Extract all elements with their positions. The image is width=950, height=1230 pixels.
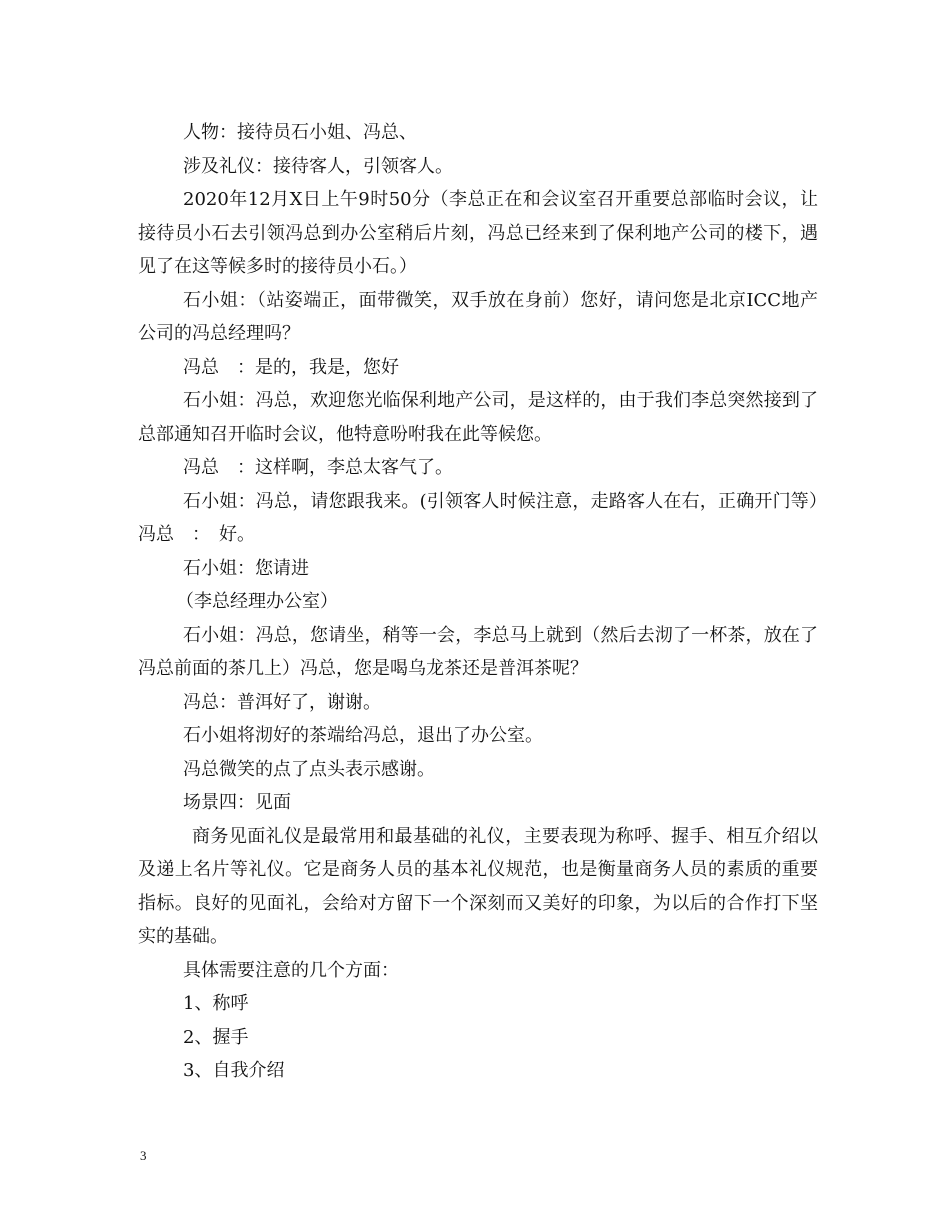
- list-item-address: 1、称呼: [183, 993, 249, 1014]
- list-item-handshake: 2、握手: [183, 1026, 249, 1048]
- document-body: [138, 116, 818, 1088]
- paragraph-scene-four-heading: 场景四：见面: [183, 792, 291, 813]
- paragraph-dialogue-5: 石小姐：冯总，请您跟我来。(引领客人时候注意，走路客人在右，正确开门等）冯总 ： 好。: [138, 490, 818, 545]
- paragraph-etiquette-involved: 涉及礼仪：接待客人，引领客人。: [183, 155, 453, 177]
- paragraph-dialogue-1: 石小姐：（站姿端正，面带微笑，双手放在身前）您好，请问您是北京ICC地产公司的冯总经理吗？: [138, 289, 818, 344]
- paragraph-dialogue-2: 冯总 ：是的，我是，您好: [183, 356, 399, 378]
- paragraph-aspects-intro: 具体需要注意的几个方面：: [183, 959, 399, 981]
- paragraph-dialogue-4: 冯总 ：这样啊，李总太客气了。: [183, 457, 453, 478]
- paragraph-dialogue-8: 冯总：普洱好了，谢谢。: [183, 691, 381, 713]
- paragraph-action-1: 石小姐将沏好的茶端给冯总，退出了办公室。: [183, 725, 543, 746]
- page-number: 3: [140, 1148, 147, 1163]
- paragraph-action-2: 冯总微笑的点了点头表示感谢。: [183, 758, 435, 780]
- paragraph-office-note: （李总经理办公室）: [176, 591, 338, 612]
- paragraph-dialogue-7: 石小姐：冯总，您请坐，稍等一会，李总马上就到（然后去沏了一杯茶，放在了冯总前面的茶几上）冯总，您是喝乌龙茶还是普洱茶呢？: [138, 624, 818, 679]
- list-item-self-introduction: 3、自我介绍: [183, 1060, 285, 1081]
- paragraph-dialogue-3: 石小姐：冯总，欢迎您光临保利地产公司，是这样的，由于我们李总突然接到了总部通知召开临时会议，他特意吩咐我在此等候您。: [138, 390, 818, 445]
- paragraph-dialogue-6: 石小姐：您请进: [183, 557, 309, 579]
- paragraph-characters: 人物：接待员石小姐、冯总、: [183, 122, 417, 143]
- paragraph-scene-setup: 2020年12月X日上午9时50分（李总正在和会议室召开重要总部临时会议，让接待员小石去引领冯总到办公室稍后片刻，冯总已经来到了保利地产公司的楼下，遇见了在这等候多时的接待员小石。）: [138, 189, 818, 277]
- paragraph-meeting-etiquette: 商务见面礼仪是最常用和最基础的礼仪，主要表现为称呼、握手、相互介绍以及递上名片等礼仪。它是商务人员的基本礼仪规范，也是衡量商务人员的素质的重要指标。良好的见面礼，会给对方留下一个深刻而又美好的印象，为以后的合作打下坚实的基础。: [138, 825, 818, 947]
